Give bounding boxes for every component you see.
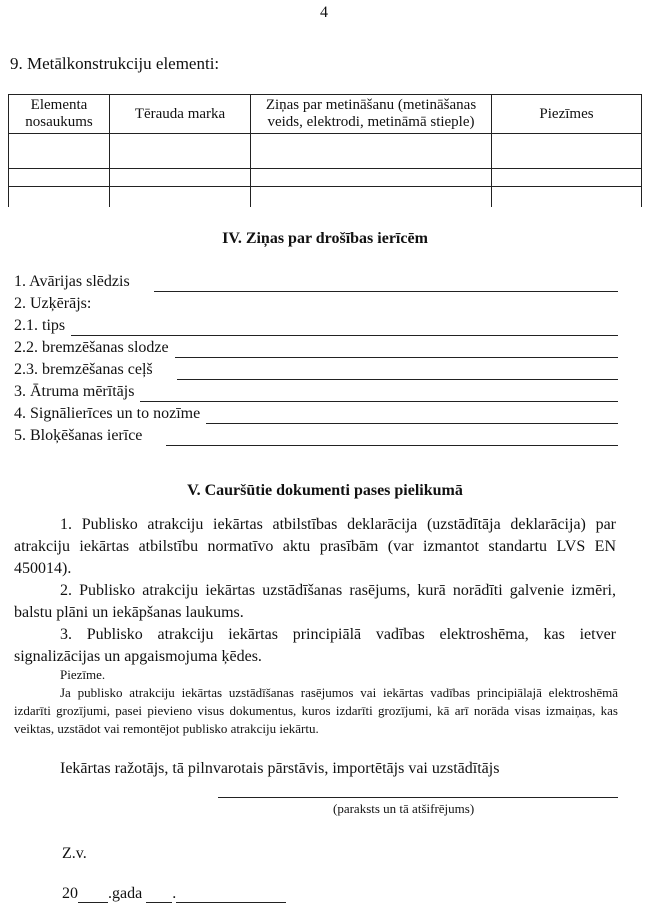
field-row: [14, 426, 618, 446]
field-label: 3. Ātruma mērītājs: [14, 383, 135, 400]
blank-line[interactable]: [175, 343, 618, 358]
blank-line[interactable]: [140, 387, 618, 402]
field-label: 2.2. bremzēšanas slodze: [14, 339, 169, 356]
field-row: [14, 382, 618, 402]
field-row: [14, 272, 618, 292]
table-row: [9, 187, 642, 207]
year-blank[interactable]: [78, 888, 108, 903]
table-row: [9, 169, 642, 187]
page-number: 4: [320, 4, 328, 21]
blank-line[interactable]: [177, 365, 618, 380]
field-label: 2.3. bremzēšanas ceļš: [14, 361, 153, 378]
note-text: Ja publisko atrakciju iekārtas uzstādīšanas rasējumos vai iekārtas vadības principiālajā elektroshēmā izdarīti grozījumi, pasei pievieno visus dokumentus, kuros izdarīti grozījumi, kā arī norāda visas izmaiņas, kas veiktas, uzstādot vai remontējot publisko atrakciju iekārtu.: [14, 685, 618, 736]
metal-elements-table: [8, 94, 642, 207]
field-label: 5. Bloķēšanas ierīce: [14, 427, 143, 444]
field-row: [14, 316, 618, 336]
field-row: [14, 294, 618, 314]
month-blank[interactable]: [176, 888, 286, 903]
field-label: 4. Signālierīces un to nozīme: [14, 405, 201, 422]
blank-line[interactable]: [166, 431, 618, 446]
document-item: 3. Publisko atrakciju iekārtas principiālā vadības elektroshēma, kas ietver signalizācijas un apgaismojuma ķēdes.: [14, 626, 616, 665]
field-row: [14, 338, 618, 358]
blank-line[interactable]: [154, 277, 618, 292]
col-header: Tērauda marka: [110, 95, 251, 134]
signature-caption: (paraksts un tā atšifrējums): [333, 801, 475, 816]
blank-line[interactable]: [71, 321, 618, 336]
field-row: [14, 404, 618, 424]
table-row: [9, 134, 642, 169]
signature-line[interactable]: [218, 797, 618, 798]
day-blank[interactable]: [146, 888, 172, 903]
signatory-role: Iekārtas ražotājs, tā pilnvarotais pārstāvis, importētājs vai uzstādītājs: [60, 760, 500, 777]
section-5-title: V. Cauršūtie dokumenti pases pielikumā: [187, 482, 463, 499]
date-gada: .gada: [108, 885, 143, 902]
date-dot: .: [172, 885, 177, 902]
field-label: 2. Uzķērājs:: [14, 295, 92, 312]
field-label: 1. Avārijas slēdzis: [14, 273, 130, 290]
section-9-title: 9. Metālkonstrukciju elementi:: [10, 54, 220, 73]
stamp-label: Z.v.: [62, 845, 87, 862]
col-header: Piezīmes: [492, 95, 642, 134]
date-field: [62, 885, 286, 903]
note-label: Piezīme.: [60, 667, 106, 682]
section-4-title: IV. Ziņas par drošības ierīcēm: [222, 230, 428, 247]
document-item: 1. Publisko atrakciju iekārtas atbilstības deklarācija (uzstādītāja deklarācija) par atrakciju iekārtas atbilstību normatīvo aktu prasībām (var izmantot standartu LVS EN 450014).: [14, 516, 616, 577]
blank-line[interactable]: [206, 409, 618, 424]
document-item: 2. Publisko atrakciju iekārtas uzstādīšanas rasējums, kurā norādīti galvenie izmēri, balstu plāni un iekāpšanas laukums.: [14, 582, 616, 621]
col-header: Elementa nosaukums: [9, 95, 110, 134]
field-row: [14, 360, 618, 380]
col-header: Ziņas par metināšanu (metināšanas veids, elektrodi, metināmā stieple): [251, 95, 492, 134]
date-year-prefix: 20: [62, 885, 78, 902]
field-label: 2.1. tips: [14, 317, 66, 334]
